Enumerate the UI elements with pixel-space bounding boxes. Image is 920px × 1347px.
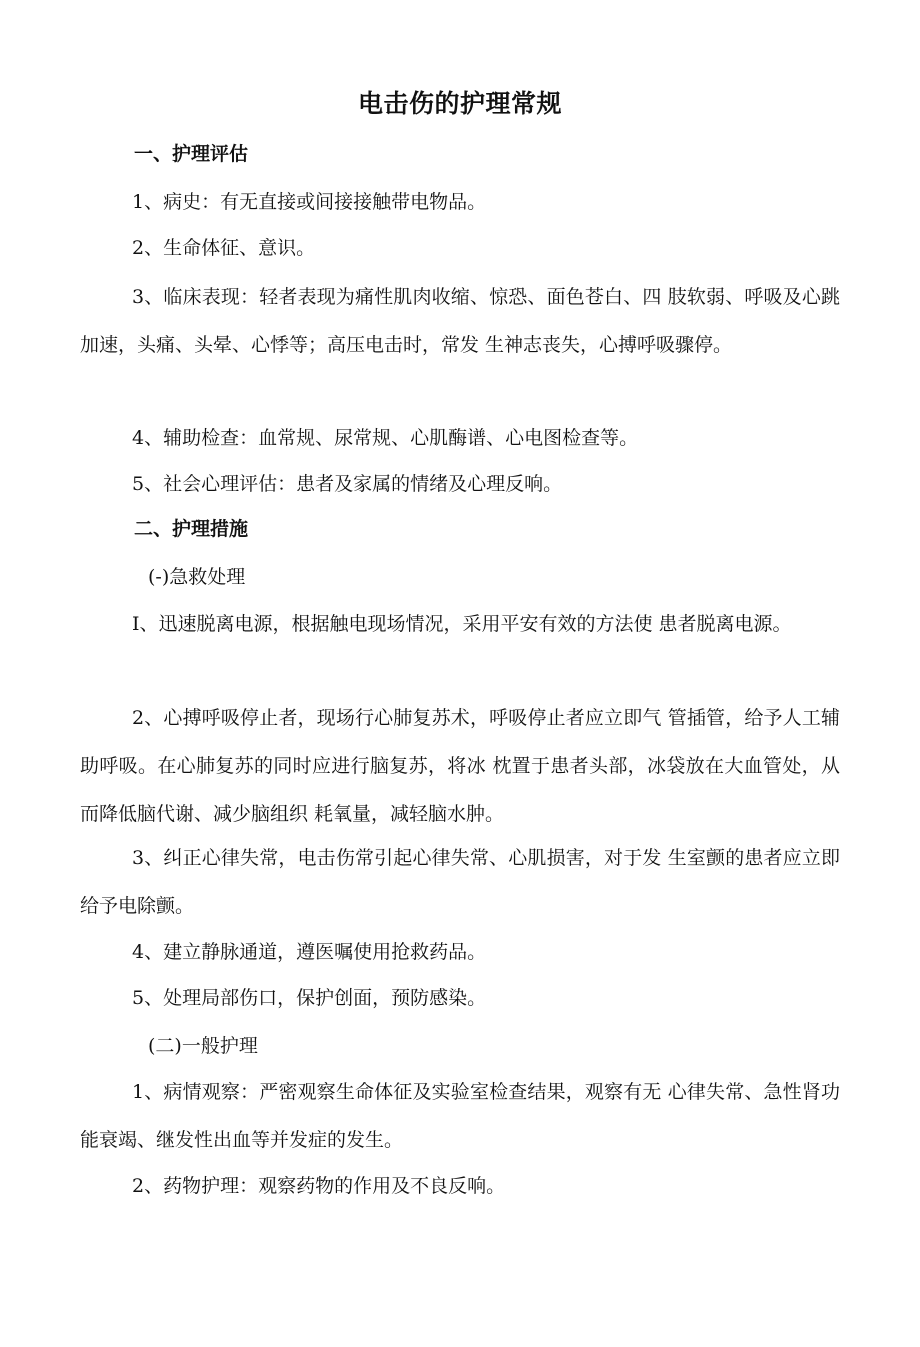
general-item-medication: 2、药物护理：观察药物的作用及不良反响。 (132, 1175, 506, 1197)
assessment-item-vitals: 2、生命体征、意识。 (132, 237, 316, 259)
subsection-heading-general: (二)一般护理 (148, 1035, 258, 1057)
subsection-heading-emergency: (-)急救处理 (148, 566, 246, 588)
general-item-observation: 1、病情观察：严密观察生命体征及实验室检查结果，观察有无 心律失常、急性肾功能衰竭、继发性出血等并发症的发生。 (80, 1081, 840, 1151)
emergency-item-arrhythmia: 3、纠正心律失常，电击伤常引起心律失常、心肌损害，对于发 生室颤的患者应立即给予电除颤。 (80, 847, 840, 917)
section-heading-measures: 二、护理措施 (134, 518, 249, 540)
assessment-item-history: 1、病史：有无直接或间接接触带电物品。 (132, 191, 487, 213)
emergency-item-power: I、迅速脱离电源，根据触电现场情况，采用平安有效的方法使 患者脱离电源。 (132, 613, 792, 635)
emergency-item-iv: 4、建立静脉通道，遵医嘱使用抢救药品。 (132, 941, 487, 963)
emergency-item-wound: 5、处理局部伤口，保护创面，预防感染。 (132, 987, 487, 1009)
emergency-item-cpr: 2、心搏呼吸停止者，现场行心肺复苏术，呼吸停止者应立即气 管插管，给予人工辅助呼吸。在心肺复苏的同时应进行脑复苏，将冰 枕置于患者头部，冰袋放在大血管处，从而降低脑代谢、减少脑组织 耗氧量，减轻脑水肿。 (80, 707, 840, 825)
assessment-item-exam: 4、辅助检查：血常规、尿常规、心肌酶谱、心电图检查等。 (132, 427, 639, 449)
section-heading-assessment: 一、护理评估 (134, 143, 249, 165)
assessment-item-clinical: 3、临床表现：轻者表现为痛性肌肉收缩、惊恐、面色苍白、四 肢软弱、呼吸及心跳加速，头痛、头晕、心悸等；高压电击时，常发 生神志丧失，心搏呼吸骤停。 (80, 286, 840, 356)
assessment-item-psych: 5、社会心理评估：患者及家属的情绪及心理反响。 (132, 473, 563, 495)
document-title: 电击伤的护理常规 (357, 89, 562, 118)
